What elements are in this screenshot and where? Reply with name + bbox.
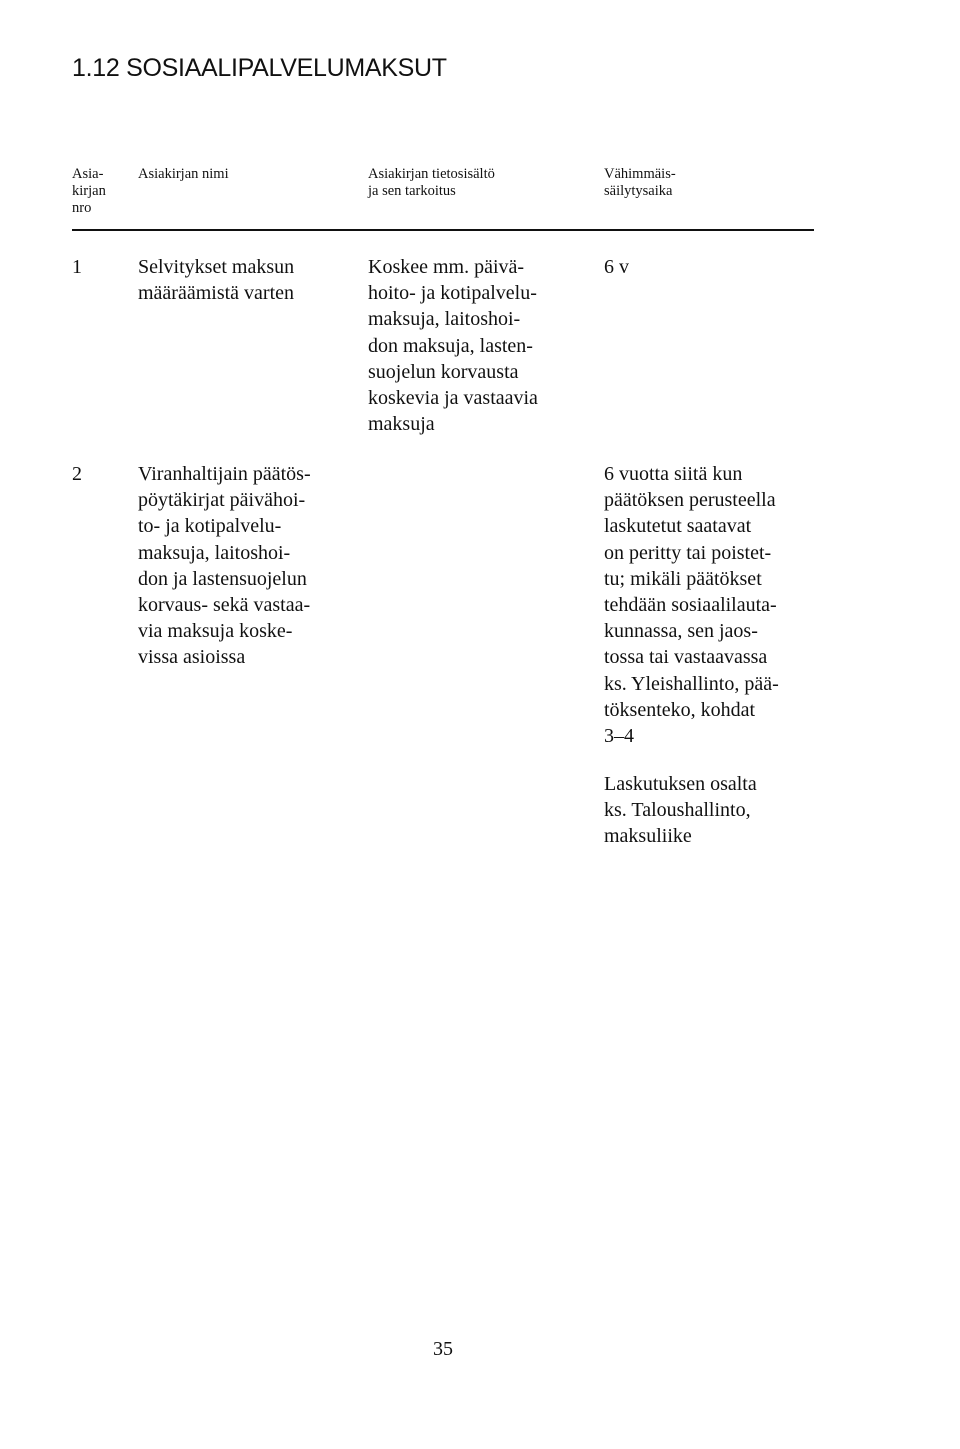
row-1-name: Selvitykset maksun määräämistä varten — [138, 256, 295, 305]
row-2-number: 2 — [72, 463, 82, 485]
row-1-content: Koskee mm. päivä- hoito- ja kotipalvelu- maksuja, laitoshoi- don maksuja, lasten- suojelun korvausta koskevia ja vastaavia maksuja — [368, 256, 538, 436]
row-1-retention: 6 v — [604, 256, 629, 278]
header-name: Asiakirjan nimi — [138, 166, 229, 182]
header-number: Asia- kirjan nro — [72, 166, 106, 216]
page-title: 1.12 SOSIAALIPALVELUMAKSUT — [72, 54, 447, 82]
header-divider — [72, 229, 814, 231]
row-2-name: Viranhaltijain päätös- pöytäkirjat päivähoi- to- ja kotipalvelu- maksuja, laitoshoi- don ja lastensuojelun korvaus- sekä vastaa- via maksuja koske- vissa asioissa — [138, 463, 311, 669]
row-1-number: 1 — [72, 256, 82, 278]
header-retention: Vähimmäis- säilytysaika — [604, 166, 676, 199]
row-2-retention-note: Laskutuksen osalta ks. Taloushallinto, maksuliike — [604, 773, 757, 848]
row-2-retention: 6 vuotta siitä kun päätöksen perusteella laskutetut saatavat on peritty tai poistet- tu; mikäli päätökset tehdään sosiaalilauta- kunnassa, sen jaos- tossa tai vastaavassa ks. Yleishallinto, pää- töksenteko, kohdat 3–4 — [604, 463, 779, 748]
page-number: 35 — [433, 1338, 453, 1360]
header-content: Asiakirjan tietosisältö ja sen tarkoitus — [368, 166, 495, 199]
